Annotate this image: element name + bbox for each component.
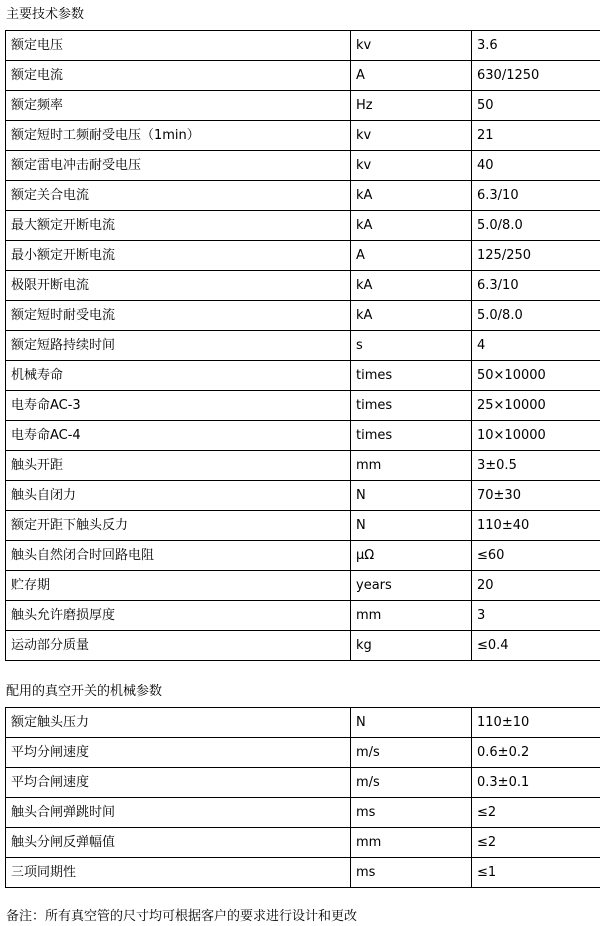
parameter-unit-cell: kv [351,121,472,151]
table-row [6,61,600,91]
parameter-value-cell: ≤0.4 [472,631,600,661]
parameter-name-cell: 贮存期 [6,571,351,601]
table-row [6,601,600,631]
parameter-name-cell: 额定电压 [6,31,351,61]
table-row [6,481,600,511]
parameter-value-cell: 5.0/8.0 [472,211,600,241]
table-row [6,451,600,481]
parameter-name-cell: 触头分闸反弹幅值 [6,828,351,858]
parameter-value-cell: 6.3/10 [472,271,600,301]
table-row [6,31,600,61]
parameter-name-cell: 额定短时耐受电流 [6,301,351,331]
parameter-name-cell: 平均合闸速度 [6,768,351,798]
table-row [6,421,600,451]
main-specs-table [5,30,600,661]
parameter-name-cell: 额定关合电流 [6,181,351,211]
spacer-between-tables [4,661,590,683]
table-row [6,511,600,541]
parameter-value-cell: 3±0.5 [472,451,600,481]
parameter-unit-cell: Hz [351,91,472,121]
parameter-unit-cell: mm [351,451,472,481]
parameter-unit-cell: N [351,481,472,511]
parameter-value-cell: 110±10 [472,708,600,738]
parameter-name-cell: 额定短路持续时间 [6,331,351,361]
parameter-value-cell: 5.0/8.0 [472,301,600,331]
parameter-name-cell: 运动部分质量 [6,631,351,661]
parameter-value-cell: 40 [472,151,600,181]
parameter-value-cell: 20 [472,571,600,601]
table-row [6,181,600,211]
table-row [6,271,600,301]
parameter-name-cell: 额定雷电冲击耐受电压 [6,151,351,181]
table-row [6,301,600,331]
parameter-name-cell: 触头开距 [6,451,351,481]
parameter-name-cell: 额定电流 [6,61,351,91]
parameter-unit-cell: kA [351,211,472,241]
parameter-unit-cell: m/s [351,768,472,798]
parameter-name-cell: 电寿命AC-4 [6,421,351,451]
parameter-name-cell: 触头允许磨损厚度 [6,601,351,631]
parameter-name-cell: 最大额定开断电流 [6,211,351,241]
parameter-unit-cell: A [351,61,472,91]
parameter-unit-cell: times [351,391,472,421]
parameter-value-cell: 4 [472,331,600,361]
parameter-value-cell: 125/250 [472,241,600,271]
parameter-unit-cell: s [351,331,472,361]
parameter-unit-cell: ms [351,858,472,888]
parameter-unit-cell: kA [351,181,472,211]
table-row [6,571,600,601]
parameter-unit-cell: kA [351,301,472,331]
parameter-unit-cell: ms [351,798,472,828]
parameter-unit-cell: kv [351,151,472,181]
parameter-unit-cell: years [351,571,472,601]
parameter-value-cell: 0.3±0.1 [472,768,600,798]
mechanical-specs-body [6,708,600,888]
parameter-unit-cell: mm [351,828,472,858]
table-row [6,211,600,241]
parameter-unit-cell: m/s [351,738,472,768]
parameter-value-cell: 3.6 [472,31,600,61]
parameter-name-cell: 三项同期性 [6,858,351,888]
parameter-unit-cell: times [351,361,472,391]
parameter-name-cell: 触头自闭力 [6,481,351,511]
parameter-unit-cell: kv [351,31,472,61]
table-row [6,331,600,361]
parameter-name-cell: 极限开断电流 [6,271,351,301]
parameter-value-cell: 0.6±0.2 [472,738,600,768]
parameter-unit-cell: A [351,241,472,271]
parameter-value-cell: 50×10000 [472,361,600,391]
parameter-name-cell: 额定短时工频耐受电压（1min） [6,121,351,151]
parameter-value-cell: ≤1 [472,858,600,888]
parameter-unit-cell: times [351,421,472,451]
table-row [6,241,600,271]
table-row [6,738,600,768]
table-row [6,121,600,151]
parameter-name-cell: 额定频率 [6,91,351,121]
parameter-name-cell: 触头合闸弹跳时间 [6,798,351,828]
table-row [6,828,600,858]
footer-note: 备注：所有真空管的尺寸均可根据客户的要求进行设计和更改 [6,908,590,926]
parameter-value-cell: 6.3/10 [472,181,600,211]
parameter-name-cell: 机械寿命 [6,361,351,391]
parameter-value-cell: ≤2 [472,798,600,828]
table-row [6,798,600,828]
table-row [6,391,600,421]
parameter-name-cell: 额定触头压力 [6,708,351,738]
section-title-mechanical-specs: 配用的真空开关的机械参数 [6,683,590,701]
main-specs-body [6,31,600,661]
table-row [6,708,600,738]
table-row [6,631,600,661]
parameter-unit-cell: kg [351,631,472,661]
parameter-value-cell: 110±40 [472,511,600,541]
parameter-value-cell: ≤60 [472,541,600,571]
parameter-unit-cell: μΩ [351,541,472,571]
parameter-name-cell: 额定开距下触头反力 [6,511,351,541]
parameter-unit-cell: N [351,511,472,541]
table-row [6,361,600,391]
section-title-main-specs: 主要技术参数 [6,6,590,24]
parameter-name-cell: 电寿命AC-3 [6,391,351,421]
parameter-value-cell: 630/1250 [472,61,600,91]
parameter-value-cell: 3 [472,601,600,631]
parameter-unit-cell: kA [351,271,472,301]
parameter-unit-cell: mm [351,601,472,631]
parameter-value-cell: 25×10000 [472,391,600,421]
parameter-unit-cell: N [351,708,472,738]
table-row [6,151,600,181]
parameter-name-cell: 平均分闸速度 [6,738,351,768]
table-row [6,91,600,121]
parameter-value-cell: 70±30 [472,481,600,511]
table-row [6,768,600,798]
table-row [6,858,600,888]
parameter-value-cell: ≤2 [472,828,600,858]
parameter-name-cell: 最小额定开断电流 [6,241,351,271]
parameter-name-cell: 触头自然闭合时回路电阻 [6,541,351,571]
parameter-value-cell: 10×10000 [472,421,600,451]
parameter-value-cell: 21 [472,121,600,151]
parameter-value-cell: 50 [472,91,600,121]
table-row [6,541,600,571]
mechanical-specs-table [5,707,600,888]
